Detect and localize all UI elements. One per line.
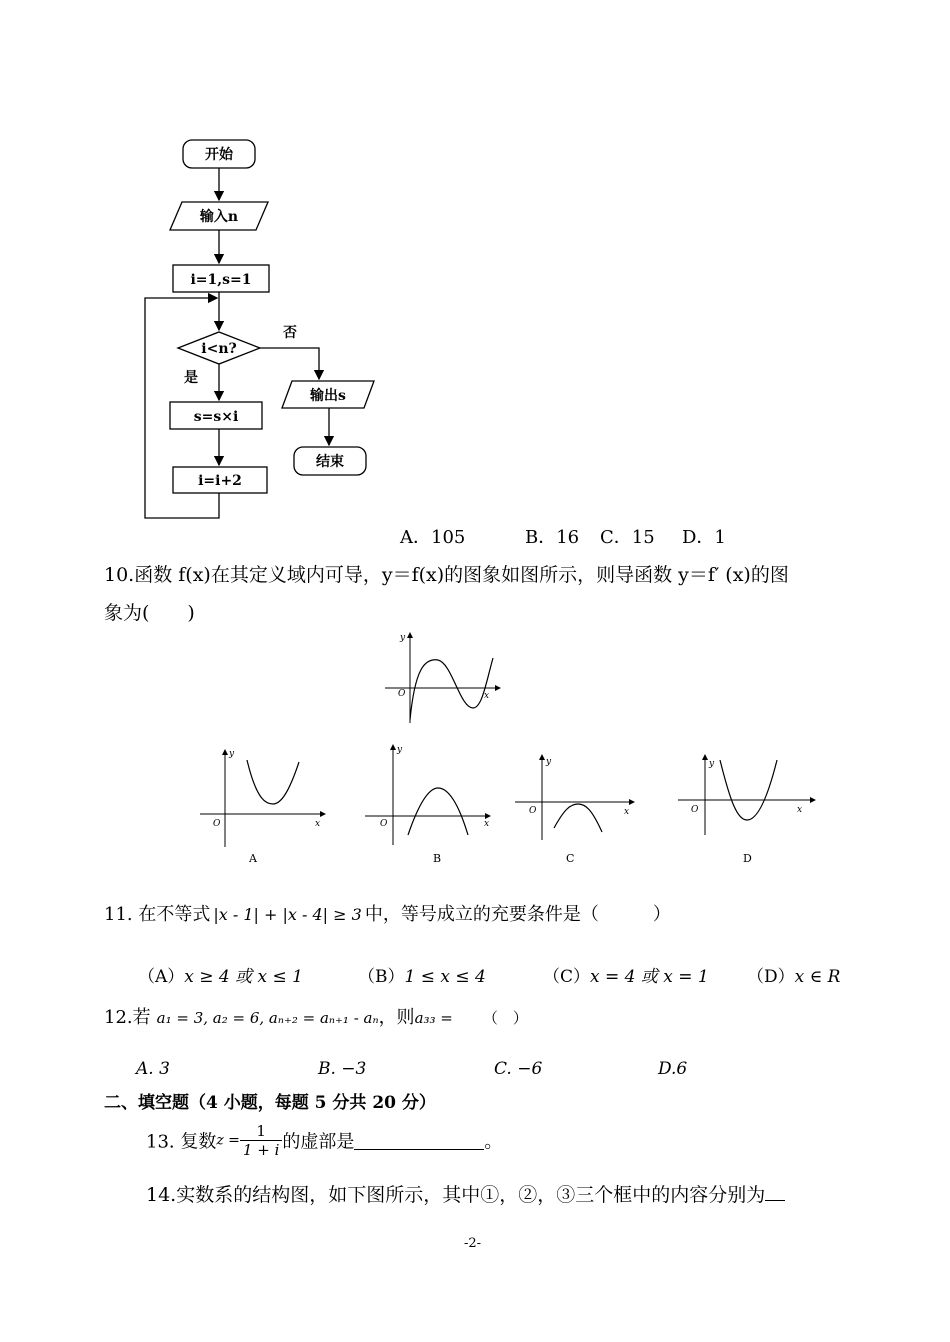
c-origin-label: O (529, 806, 537, 816)
q11-d-value: x ∈ R (794, 967, 841, 987)
flow-end-label: 结束 (316, 454, 344, 470)
flow-start-label: 开始 (205, 147, 233, 163)
q11-c-value: x = 4 或 x = 1 (590, 967, 709, 987)
flow-increment-label: i=i+2 (198, 473, 242, 489)
flow-input-label: 输入n (199, 209, 239, 225)
b-origin-label: O (380, 819, 388, 829)
q9-option-c: C．15 (600, 527, 655, 548)
main-x-label: x (484, 691, 490, 701)
q11-c-tag: （C） (543, 967, 591, 987)
q11-option-a (138, 962, 303, 987)
q12-stem (104, 1003, 528, 1029)
q13-denominator: 1 + i (242, 1141, 280, 1159)
q13-suffix: 的虚部是 (282, 1131, 355, 1153)
q11-option-d (747, 962, 840, 987)
f-curve (410, 658, 493, 720)
q13-answer-blank[interactable] (354, 1131, 484, 1150)
flow-output-label: 输出s (310, 388, 346, 404)
q11-a-tag: （A） (138, 967, 185, 987)
q12-mid: ，则 (378, 1007, 415, 1028)
q9-option-d: D．1 (682, 527, 726, 548)
b-x-label: x (484, 819, 490, 829)
d-origin-label: O (691, 805, 699, 815)
flow-condition-label: i<n? (201, 341, 237, 357)
q12-option-b: B. −3 (318, 1059, 367, 1079)
q12-expression: a₁ = 3, a₂ = 6, aₙ₊₂ = aₙ₊₁ - aₙ (156, 1009, 379, 1027)
a-origin-label: O (213, 819, 221, 829)
d-x-label: x (797, 805, 803, 815)
q11-prefix: 11. 在不等式 (104, 904, 211, 925)
option-d-label: D (743, 852, 752, 865)
q11-option-b (358, 962, 486, 987)
flow-yes-label: 是 (184, 370, 198, 386)
q11-expression: |x - 1| + |x - 4| ≥ 3 (213, 905, 362, 924)
flowchart (0, 0, 420, 530)
q14-text: 14.实数系的结构图，如下图所示，其中①，②，③三个框中的内容分别为 (146, 1184, 766, 1206)
q13-prefix: 13. 复数 (146, 1131, 217, 1153)
flow-multiply-label: s=s×i (193, 409, 239, 425)
q14-stem (146, 1180, 785, 1207)
q10-line2: 象为( ) (104, 602, 195, 624)
q13-end: 。 (484, 1131, 503, 1153)
q12-paren: （ ） (482, 1009, 528, 1027)
c-x-label: x (624, 807, 630, 817)
option-b-label: B (433, 852, 442, 865)
b-y-label: y (397, 745, 403, 755)
option-c-label: C (566, 852, 575, 865)
q11-b-value: 1 ≤ x ≤ 4 (404, 967, 486, 987)
q12-prefix: 12.若 (104, 1007, 151, 1028)
q14-answer-blank[interactable] (765, 1182, 785, 1201)
q9-option-b: B．16 (525, 527, 580, 548)
q12-option-d: D.6 (658, 1059, 688, 1079)
q11-suffix: 中，等号成立的充要条件是（ ） (364, 904, 671, 925)
section-2-heading: 二、填空题（4 小题，每题 5 分共 20 分） (104, 1093, 436, 1113)
a-y-label: y (229, 749, 235, 759)
q11-d-tag: （D） (747, 967, 795, 987)
q11-a-value: x ≥ 4 或 x ≤ 1 (184, 967, 303, 987)
q12-option-a: A. 3 (136, 1059, 170, 1079)
q10-line1: 10.函数 f(x)在其定义域内可导，y＝f(x)的图象如图所示，则导函数 y＝f′ (x)的图 (104, 564, 789, 586)
q13-z: z = (216, 1132, 240, 1149)
q12-option-c: C. −6 (494, 1059, 543, 1079)
a-x-label: x (315, 819, 321, 829)
q10-main-graph (380, 628, 510, 728)
page-number: -2- (464, 1236, 482, 1251)
d-y-label: y (709, 759, 715, 769)
c-y-label: y (546, 757, 552, 767)
flow-no-label: 否 (283, 325, 297, 341)
q11-b-tag: （B） (358, 967, 405, 987)
q9-option-a: A．105 (400, 527, 466, 548)
q11-stem (104, 900, 671, 926)
option-a-label: A (249, 852, 257, 865)
q10-option-c-graph (512, 750, 642, 870)
main-y-label: y (400, 633, 406, 643)
flow-init-label: i=1,s=1 (190, 272, 252, 288)
q13-fraction (240, 1122, 282, 1159)
q13-stem (146, 1122, 502, 1159)
q10-option-b-graph (360, 740, 500, 870)
q11-option-c (543, 962, 709, 987)
q12-target: a₃₃ = (414, 1009, 453, 1027)
q10-option-a-graph (195, 742, 335, 872)
q10-option-d-graph (675, 750, 825, 870)
main-origin-label: O (398, 689, 406, 699)
q13-numerator: 1 (240, 1122, 282, 1141)
